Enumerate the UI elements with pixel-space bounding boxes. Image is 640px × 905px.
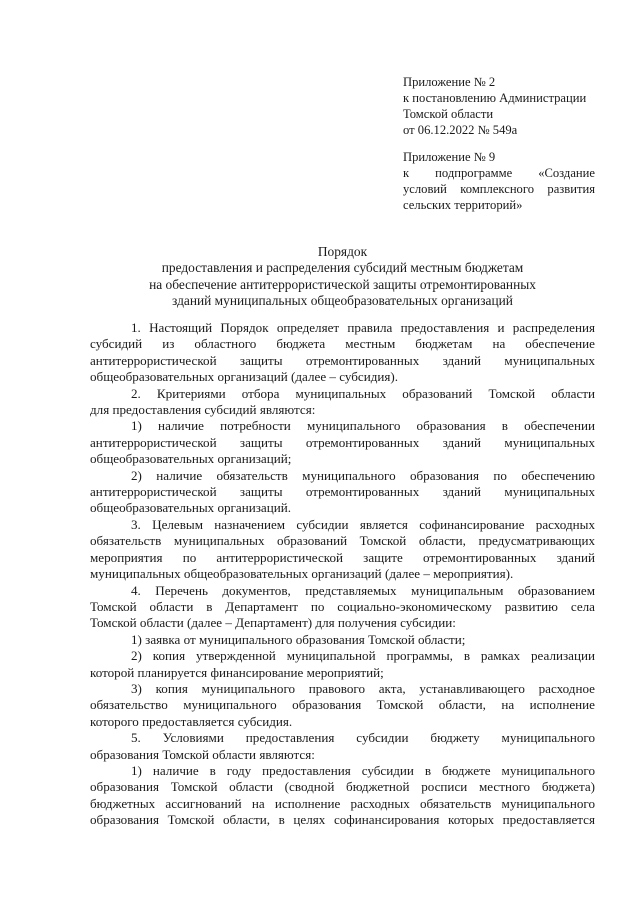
title-line: предоставления и распределения субсидий местным бюджетам (161, 260, 524, 276)
appendix-9-line: сельских территорий» (403, 198, 523, 212)
appendix-9-line: к подпрограмме «Создание (403, 166, 595, 180)
body-line: бюджетных ассигнований на исполнение расходных обязательств муниципального (90, 795, 595, 811)
body-line: Томской области (далее – Департамент) для получения субсидии: (90, 615, 456, 631)
document-title (90, 244, 595, 309)
body-line: 1) наличие потребности муниципального образования в обеспечении (131, 418, 595, 434)
appendix-9-line: условий комплексного развития (403, 182, 595, 196)
body-line: образования Томской области (сводной бюджетной росписи местного бюджета) (90, 779, 595, 795)
body-line: муниципальных общеобразовательных организаций (далее – мероприятия). (90, 566, 514, 582)
body-line: для предоставления субсидий являются: (90, 402, 316, 418)
appendix-2-line: от 06.12.2022 № 549а (403, 123, 518, 137)
title-line: на обеспечение антитеррористической защиты отремонтированных (149, 276, 536, 292)
body-line: обязательств муниципальных образований Томской области, предусматривающих (90, 533, 595, 549)
appendix-2-line: Приложение № 2 (403, 75, 496, 89)
body-line: 2) наличие обязательств муниципального образования по обеспечению (131, 467, 595, 483)
body-line: 2. Критериями отбора муниципальных образований Томской области (131, 385, 595, 401)
appendix-2-line: Томской области (403, 107, 494, 121)
appendix-2-line: к постановлению Администрации (403, 91, 587, 105)
body-line: мероприятия по антитеррористической защите отремонтированных зданий (90, 549, 595, 565)
body-line: субсидий из областного бюджета местным бюджетам на обеспечение (90, 336, 595, 352)
body-line: образования Томской области, в целях софинансирования которых предоставляется (90, 812, 595, 828)
body-line: Томской области в Департамент по социально-экономическому развитию села (90, 598, 595, 614)
body-line: общеобразовательных организаций (далее – субсидия). (90, 369, 399, 385)
body-line: 1. Настоящий Порядок определяет правила предоставления и распределения (131, 320, 595, 335)
body-line: общеобразовательных организаций; (90, 451, 292, 467)
body-line: обязательство муниципального образования Томской области, на исполнение (90, 697, 595, 713)
body-line: 3. Целевым назначением субсидии является софинансирование расходных (131, 516, 595, 532)
body-line: общеобразовательных организаций. (90, 500, 292, 516)
body-line: антитеррористической защиты отремонтированных зданий муниципальных (90, 484, 595, 500)
body-line: которой планируется финансирование мероприятий; (90, 664, 384, 680)
body-line: 3) копия муниципального правового акта, устанавливающего расходное (131, 680, 595, 696)
body-line: 1) заявка от муниципального образования Томской области; (131, 631, 466, 647)
appendix-9-line: Приложение № 9 (403, 150, 496, 164)
title-line: Порядок (317, 244, 368, 259)
body-line: 5. Условиями предоставления субсидии бюджету муниципального (131, 730, 595, 746)
body-line: антитеррористической защиты отремонтированных зданий муниципальных (90, 352, 595, 368)
appendix-2-block (403, 74, 595, 138)
body-line: образования Томской области являются: (90, 746, 315, 762)
body-line: 1) наличие в году предоставления субсидии в бюджете муниципального (131, 762, 595, 778)
body-line: антитеррористической защиты отремонтированных зданий муниципальных (90, 434, 595, 450)
document-body (90, 320, 595, 829)
body-line: 2) копия утвержденной муниципальной программы, в рамках реализации (131, 648, 595, 664)
appendix-9-block (403, 149, 595, 213)
body-line: которого предоставляется субсидия. (90, 713, 293, 729)
title-line: зданий муниципальных общеобразовательных организаций (172, 292, 513, 308)
body-line: 4. Перечень документов, представляемых муниципальным образованием (131, 582, 595, 598)
